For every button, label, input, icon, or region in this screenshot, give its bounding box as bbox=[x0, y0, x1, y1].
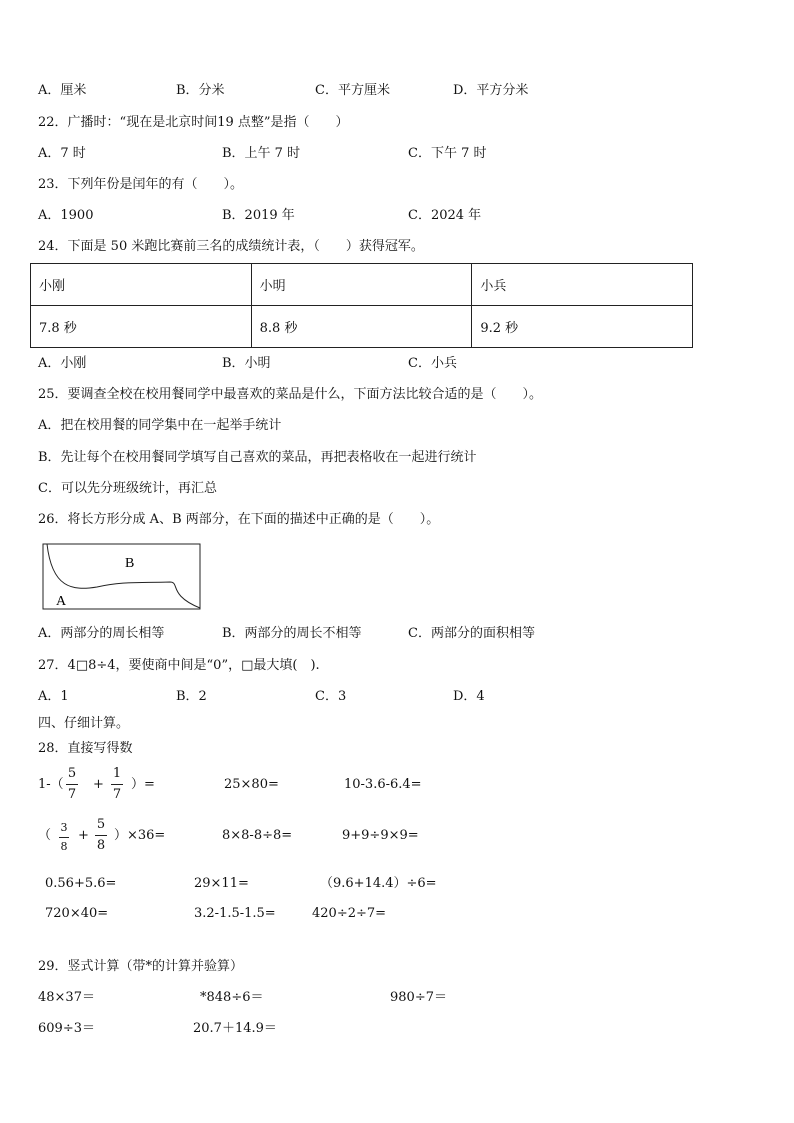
question-28: 28．直接写得数 bbox=[38, 741, 133, 756]
expression: 3.2-1.5-1.5= bbox=[194, 906, 276, 921]
expr-suffix: ）×36= bbox=[114, 828, 166, 843]
expression: 0.56+5.6= bbox=[45, 876, 117, 891]
table-row bbox=[31, 264, 693, 306]
expression: *848÷6＝ bbox=[200, 990, 264, 1005]
option-d: D．4 bbox=[453, 689, 485, 704]
expression: 9+9÷9×9= bbox=[342, 828, 419, 843]
expression: 10-3.6-6.4= bbox=[344, 777, 422, 792]
question-23: 23．下列年份是闰年的有（ ）。 bbox=[38, 177, 244, 192]
option-c: C．两部分的面积相等 bbox=[408, 626, 535, 641]
option-c: C．2024 年 bbox=[408, 208, 482, 223]
numerator: 1 bbox=[112, 766, 122, 781]
plus-sign: + bbox=[78, 828, 89, 843]
option-a: A．1 bbox=[38, 689, 69, 704]
question-26: 26．将长方形分成 A、B 两部分，在下面的描述中正确的是（ ）。 bbox=[38, 512, 440, 527]
fraction bbox=[95, 818, 107, 853]
expression: 25×80= bbox=[224, 777, 279, 792]
expr-prefix: 1-（ bbox=[38, 777, 64, 792]
option-b: B．上午 7 时 bbox=[222, 146, 301, 161]
option-a: A．7 时 bbox=[38, 146, 86, 161]
table-cell: 9.2 秒 bbox=[472, 306, 693, 348]
option-a: A．厘米 bbox=[38, 83, 87, 98]
option-b: B．分米 bbox=[176, 83, 225, 98]
label-a: A bbox=[56, 594, 67, 609]
option-d: D．平方分米 bbox=[453, 83, 529, 98]
fraction bbox=[111, 767, 123, 802]
option-a: A．把在校用餐的同学集中在一起举手统计 bbox=[38, 418, 282, 433]
denominator: 8 bbox=[60, 840, 68, 853]
table-cell: 7.8 秒 bbox=[31, 306, 252, 348]
option-a: A．两部分的周长相等 bbox=[38, 626, 165, 641]
section-heading: 四、仔细计算。 bbox=[38, 716, 130, 731]
option-c: C．小兵 bbox=[408, 356, 457, 371]
question-22: 22．广播时：“现在是北京时间19 点整”是指（ ） bbox=[38, 115, 349, 130]
option-b: B．两部分的周长不相等 bbox=[222, 626, 362, 641]
option-b: B．2019 年 bbox=[222, 208, 295, 223]
option-b: B．2 bbox=[176, 689, 207, 704]
option-c: C．下午 7 时 bbox=[408, 146, 487, 161]
expression: 20.7＋14.9＝ bbox=[193, 1021, 277, 1036]
fraction bbox=[66, 767, 78, 802]
numerator: 5 bbox=[67, 766, 77, 781]
plus-sign: + bbox=[93, 777, 104, 792]
expression: 720×40= bbox=[45, 906, 109, 921]
numerator: 3 bbox=[60, 821, 68, 834]
question-27: 27．4□8÷4，要使商中间是“0”，□最大填( ). bbox=[38, 658, 320, 673]
table-cell: 小刚 bbox=[31, 264, 252, 306]
question-25: 25．要调查全校在校用餐同学中最喜欢的菜品是什么，下面方法比较合适的是（ ）。 bbox=[38, 387, 543, 402]
expression: 29×11= bbox=[194, 876, 249, 891]
option-a: A．小刚 bbox=[38, 356, 87, 371]
denominator: 7 bbox=[67, 787, 77, 802]
option-c: C．3 bbox=[315, 689, 347, 704]
option-b: B．先让每个在校用餐同学填写自己喜欢的菜品，再把表格收在一起进行统计 bbox=[38, 450, 477, 465]
expression: 8×8-8÷8= bbox=[222, 828, 293, 843]
denominator: 8 bbox=[96, 838, 106, 853]
expression: 980÷7＝ bbox=[390, 990, 447, 1005]
table-row bbox=[31, 306, 693, 348]
expr-prefix: （ bbox=[38, 828, 52, 843]
question-24: 24．下面是 50 米跑比赛前三名的成绩统计表，（ ）获得冠军。 bbox=[38, 239, 424, 254]
expression: （9.6+14.4）÷6= bbox=[320, 876, 437, 891]
fraction bbox=[59, 821, 69, 854]
option-a: A．1900 bbox=[38, 208, 94, 223]
expr-suffix: ）= bbox=[131, 777, 155, 792]
table-cell: 小兵 bbox=[472, 264, 693, 306]
expression: 609÷3＝ bbox=[38, 1021, 95, 1036]
numerator: 5 bbox=[96, 817, 106, 832]
rectangle-diagram bbox=[42, 543, 202, 611]
label-b: B bbox=[125, 556, 135, 571]
expression: 420÷2÷7= bbox=[312, 906, 387, 921]
question-29: 29．竖式计算（带*的计算并验算） bbox=[38, 959, 244, 974]
score-table bbox=[30, 263, 693, 348]
table-cell: 8.8 秒 bbox=[251, 306, 472, 348]
option-c: C．平方厘米 bbox=[315, 83, 390, 98]
option-b: B．小明 bbox=[222, 356, 271, 371]
table-cell: 小明 bbox=[251, 264, 472, 306]
denominator: 7 bbox=[112, 787, 122, 802]
expression: 48×37＝ bbox=[38, 990, 95, 1005]
option-c: C．可以先分班级统计，再汇总 bbox=[38, 481, 217, 496]
